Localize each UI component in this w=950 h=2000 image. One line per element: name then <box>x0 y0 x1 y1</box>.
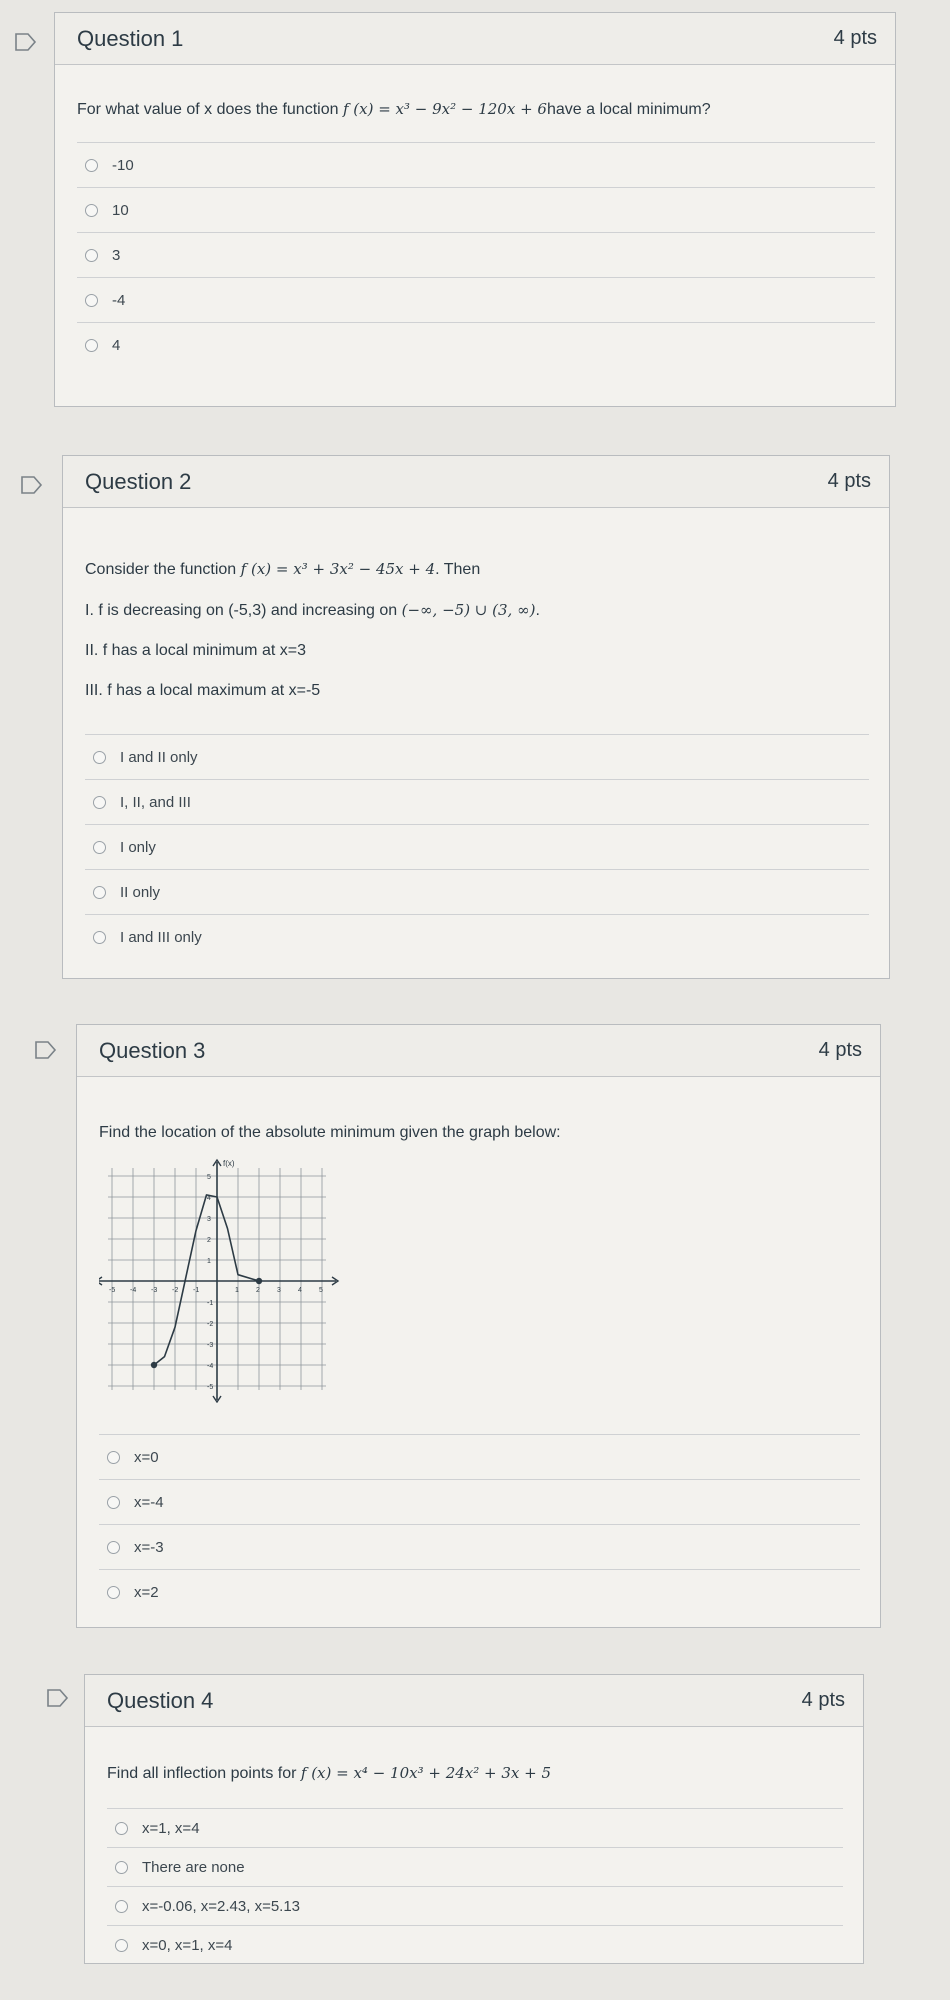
answer-option[interactable]: 3 <box>77 233 875 278</box>
flag-question-4-icon[interactable] <box>46 1688 70 1708</box>
radio-button[interactable] <box>93 751 106 764</box>
radio-button[interactable] <box>107 1496 120 1509</box>
x-tick-label: 3 <box>277 1287 281 1294</box>
question-points: 4 pts <box>818 1039 862 1061</box>
answer-option[interactable]: I and III only <box>85 915 869 959</box>
radio-button[interactable] <box>107 1541 120 1554</box>
radio-button[interactable] <box>115 1861 128 1874</box>
answer-option[interactable]: x=1, x=4 <box>107 1809 843 1848</box>
question-intro: Consider the function f (x) = x³ + 3x² − 45x + 4. Then <box>85 560 481 578</box>
y-tick-label: -2 <box>207 1321 214 1328</box>
answer-option[interactable]: x=0, x=1, x=4 <box>107 1926 843 1964</box>
question-points: 4 pts <box>827 470 871 492</box>
question-2-card <box>62 455 890 979</box>
x-tick-label: -5 <box>109 1287 116 1294</box>
answer-option[interactable]: x=-0.06, x=2.43, x=5.13 <box>107 1887 843 1926</box>
question-prompt: Find the location of the absolute minimum given the graph below: <box>99 1124 561 1141</box>
y-tick-label: -5 <box>207 1384 214 1391</box>
question-points: 4 pts <box>801 1689 845 1711</box>
answer-option[interactable]: I, II, and III <box>85 780 869 825</box>
interval-expression: (−∞, −5) ∪ (3, ∞) <box>401 601 536 619</box>
statement-2: II. f has a local minimum at x=3 <box>85 642 306 659</box>
answer-list <box>107 1808 843 1964</box>
question-header <box>85 1675 863 1727</box>
answer-option[interactable]: I only <box>85 825 869 870</box>
radio-button[interactable] <box>85 159 98 172</box>
radio-button[interactable] <box>107 1451 120 1464</box>
radio-button[interactable] <box>85 204 98 217</box>
x-tick-label: 2 <box>256 1287 260 1294</box>
x-tick-label: -4 <box>130 1287 137 1294</box>
question-points: 4 pts <box>833 27 877 49</box>
answer-option[interactable]: x=-3 <box>99 1525 860 1570</box>
y-tick-label: -3 <box>207 1342 214 1349</box>
radio-button[interactable] <box>115 1939 128 1952</box>
question-header <box>77 1025 880 1077</box>
function-expression: f (x) = x³ − 9x² − 120x + 6 <box>342 100 547 118</box>
x-tick-label: 1 <box>235 1287 239 1294</box>
answer-option[interactable]: II only <box>85 870 869 915</box>
x-tick-label: -1 <box>193 1287 200 1294</box>
flag-question-2-icon[interactable] <box>20 475 44 495</box>
question-prompt: Find all inflection points for f (x) = x⁴ − 10x³ + 24x² + 3x + 5 <box>107 1764 552 1782</box>
flag-question-1-icon[interactable] <box>14 32 38 52</box>
answer-list <box>85 734 869 959</box>
radio-button[interactable] <box>93 931 106 944</box>
y-tick-label: 2 <box>207 1237 211 1244</box>
y-tick-label: 1 <box>207 1258 211 1265</box>
radio-button[interactable] <box>115 1822 128 1835</box>
answer-option[interactable]: x=-4 <box>99 1480 860 1525</box>
radio-button[interactable] <box>93 796 106 809</box>
answer-option[interactable]: x=0 <box>99 1435 860 1480</box>
answer-option[interactable]: -4 <box>77 278 875 323</box>
answer-option[interactable]: I and II only <box>85 735 869 780</box>
answer-option[interactable]: 4 <box>77 323 875 367</box>
answer-list <box>99 1434 860 1614</box>
question-header <box>63 456 889 508</box>
x-tick-label: -2 <box>172 1287 179 1294</box>
statement-1: I. f is decreasing on (-5,3) and increasing on (−∞, −5) ∪ (3, ∞). <box>85 601 540 619</box>
x-tick-label: 4 <box>298 1287 302 1294</box>
endpoint-dot <box>256 1278 262 1284</box>
y-tick-label: 3 <box>207 1216 211 1223</box>
answer-option[interactable]: There are none <box>107 1848 843 1887</box>
radio-button[interactable] <box>107 1586 120 1599</box>
radio-button[interactable] <box>85 294 98 307</box>
y-axis-label: f(x) <box>223 1159 235 1168</box>
question-prompt: For what value of x does the function f (x) = x³ − 9x² − 120x + 6have a local minimum? <box>77 100 711 118</box>
question-3-card <box>76 1024 881 1628</box>
radio-button[interactable] <box>85 249 98 262</box>
x-tick-label: -3 <box>151 1287 158 1294</box>
question-1-card <box>54 12 896 407</box>
radio-button[interactable] <box>115 1900 128 1913</box>
endpoint-dot <box>151 1362 157 1368</box>
radio-button[interactable] <box>93 886 106 899</box>
question-title: Question 3 <box>99 1037 206 1063</box>
graph-svg <box>99 1153 359 1403</box>
radio-button[interactable] <box>93 841 106 854</box>
question-title: Question 1 <box>77 25 184 51</box>
question-title: Question 4 <box>107 1687 214 1713</box>
flag-question-3-icon[interactable] <box>34 1040 58 1060</box>
radio-button[interactable] <box>85 339 98 352</box>
answer-option[interactable]: -10 <box>77 143 875 188</box>
question-header <box>55 13 895 65</box>
answer-option[interactable]: x=2 <box>99 1570 860 1614</box>
question-4-card <box>84 1674 864 1964</box>
statement-3: III. f has a local maximum at x=-5 <box>85 682 321 699</box>
function-expression: f (x) = x⁴ − 10x³ + 24x² + 3x + 5 <box>300 1764 552 1782</box>
y-tick-label: 5 <box>207 1174 211 1181</box>
x-tick-label: 5 <box>319 1287 323 1294</box>
y-tick-label: -1 <box>207 1300 214 1307</box>
answer-list <box>77 142 875 367</box>
function-graph <box>99 1153 860 1408</box>
question-title: Question 2 <box>85 468 192 494</box>
y-tick-label: -4 <box>207 1363 214 1370</box>
answer-option[interactable]: 10 <box>77 188 875 233</box>
y-tick-label: 4 <box>207 1195 211 1202</box>
function-expression: f (x) = x³ + 3x² − 45x + 4 <box>240 560 436 578</box>
